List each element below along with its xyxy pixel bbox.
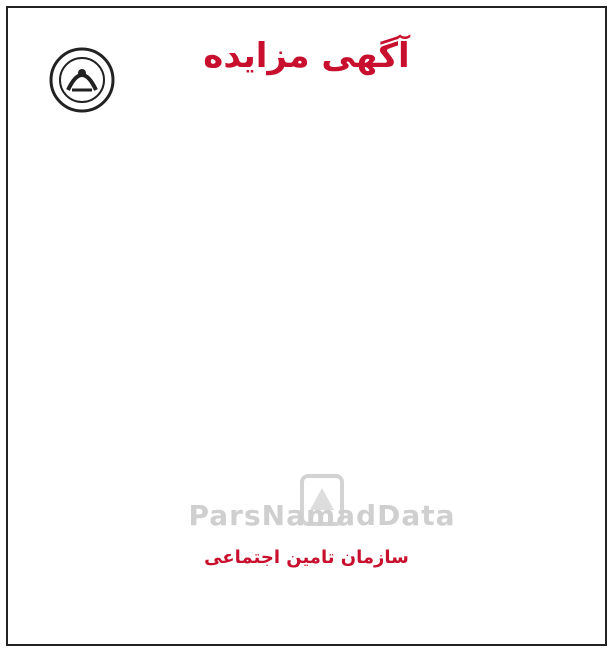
- body-line: [22, 235, 591, 254]
- body-line: [22, 330, 591, 349]
- body-line: [22, 387, 591, 406]
- body-line: [22, 368, 591, 387]
- body-line: [22, 501, 591, 520]
- notice-header: [22, 34, 591, 132]
- body-line: [22, 311, 591, 330]
- body-line: [22, 273, 591, 292]
- body-line: [22, 425, 591, 444]
- body-line: [22, 406, 591, 425]
- body-line: [22, 159, 591, 178]
- notice-title: آگهی مزایده: [203, 36, 410, 76]
- body-line: [22, 197, 591, 216]
- body-line: [22, 349, 591, 368]
- watermark-text: ParsNamadData: [188, 499, 456, 532]
- notice-frame: [6, 6, 607, 646]
- social-security-logo-icon: [48, 46, 116, 114]
- body-line: [22, 254, 591, 273]
- body-line: [22, 178, 591, 197]
- body-line: [22, 463, 591, 482]
- body-line: [22, 292, 591, 311]
- body-line: [22, 482, 591, 501]
- signature-organization: سازمان تامین اجتماعی: [204, 547, 409, 568]
- body-line: [22, 140, 591, 159]
- body-line: [22, 444, 591, 463]
- notice-signature: [22, 542, 591, 574]
- notice-body: [22, 140, 591, 532]
- body-line: [22, 216, 591, 235]
